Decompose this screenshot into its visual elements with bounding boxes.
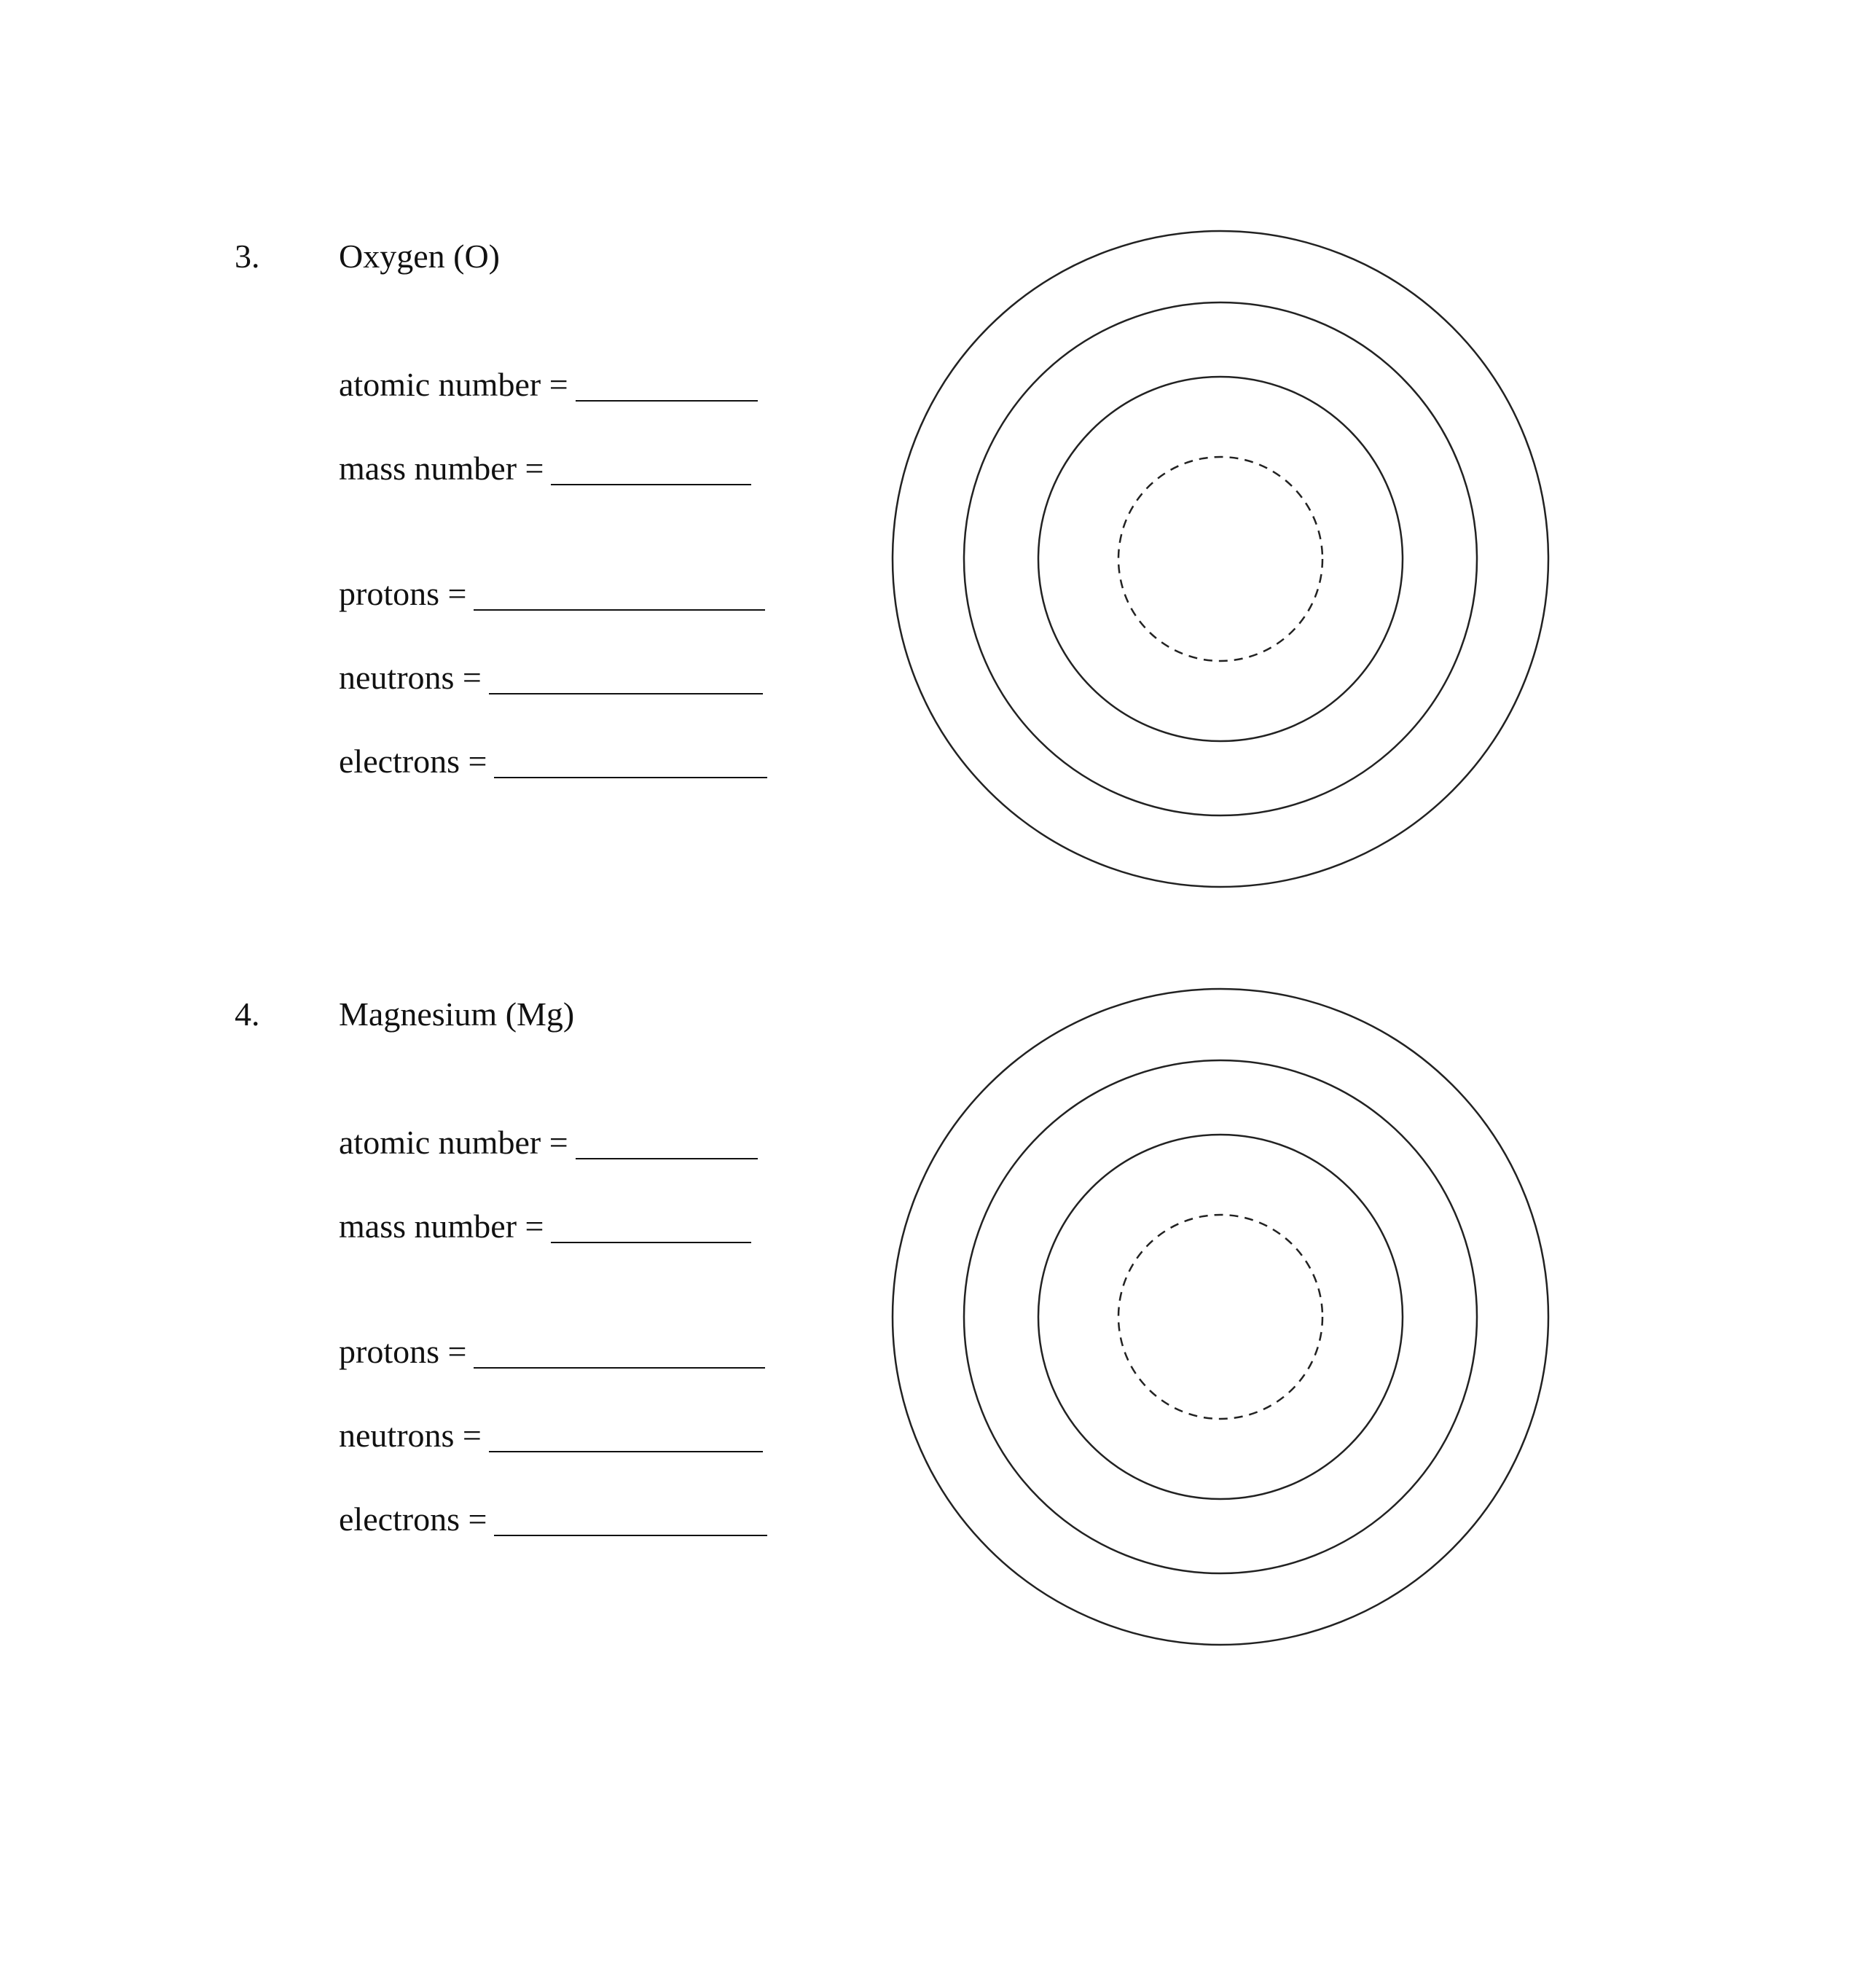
protons-blank[interactable]	[474, 1334, 765, 1369]
neutrons-field	[339, 660, 763, 694]
problem-oxygen	[0, 0, 1858, 780]
atomic-number-field	[339, 1124, 758, 1159]
shell-2	[964, 302, 1477, 815]
problem-magnesium	[0, 758, 1858, 1538]
mass-number-field	[339, 1208, 751, 1243]
mass-number-label: mass number =	[339, 450, 544, 487]
nucleus	[1118, 457, 1322, 661]
shell-3	[893, 989, 1548, 1645]
problem-number: 3.	[235, 238, 260, 275]
protons-field	[339, 1334, 765, 1369]
element-name: Magnesium (Mg)	[339, 995, 575, 1033]
protons-blank[interactable]	[474, 576, 765, 611]
electrons-label: electrons =	[339, 743, 487, 780]
atomic-number-label: atomic number =	[339, 366, 568, 403]
neutrons-blank[interactable]	[489, 1417, 763, 1452]
shell-1	[1038, 1135, 1403, 1499]
protons-field	[339, 576, 765, 611]
protons-label: protons =	[339, 575, 467, 612]
mass-number-field	[339, 450, 751, 485]
mass-number-label: mass number =	[339, 1208, 544, 1245]
electrons-blank[interactable]	[494, 1501, 767, 1536]
neutrons-blank[interactable]	[489, 660, 763, 694]
mass-number-blank[interactable]	[551, 450, 751, 485]
electrons-label: electrons =	[339, 1500, 487, 1538]
shell-1	[1038, 377, 1403, 741]
atomic-number-blank[interactable]	[576, 367, 758, 402]
neutrons-field	[339, 1417, 763, 1452]
shell-2	[964, 1060, 1477, 1573]
neutrons-label: neutrons =	[339, 659, 482, 696]
nucleus	[1118, 1215, 1322, 1419]
atomic-number-blank[interactable]	[576, 1124, 758, 1159]
mass-number-blank[interactable]	[551, 1208, 751, 1243]
bohr-diagram	[889, 985, 1552, 1648]
atomic-number-label: atomic number =	[339, 1124, 568, 1161]
atomic-number-field	[339, 367, 758, 402]
problem-number: 4.	[235, 995, 260, 1033]
protons-label: protons =	[339, 1333, 467, 1370]
electrons-field	[339, 1501, 767, 1536]
element-name: Oxygen (O)	[339, 238, 500, 275]
neutrons-label: neutrons =	[339, 1417, 482, 1454]
